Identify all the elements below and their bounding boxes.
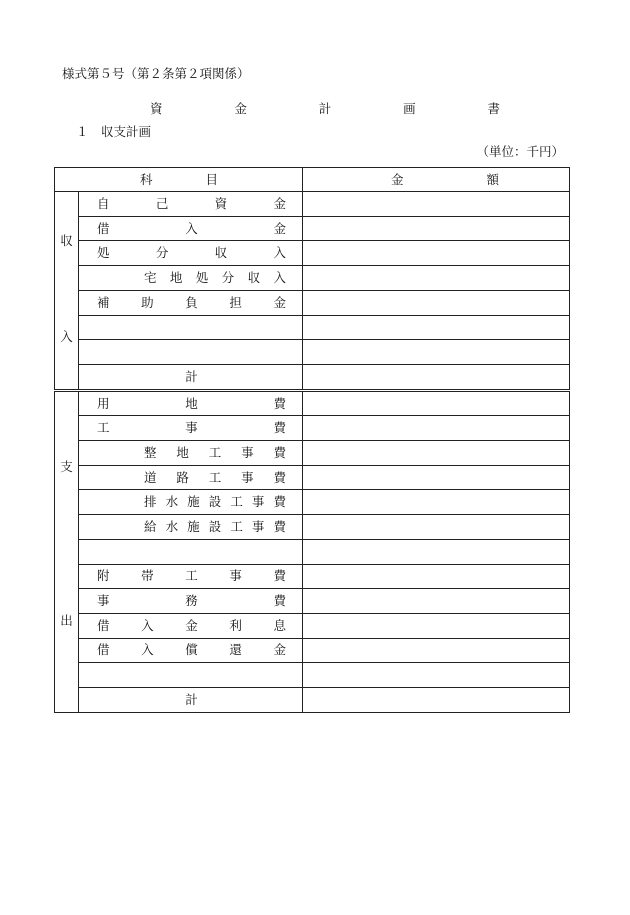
income-row	[55, 315, 570, 340]
income-item-char: 負	[185, 294, 198, 310]
income-amount-cell[interactable]	[303, 290, 570, 315]
income-item	[79, 315, 303, 340]
income-item-char: 資	[214, 195, 228, 211]
expense-item-char: 施	[187, 494, 200, 510]
income-item-char: 補	[97, 294, 110, 310]
expense-amount-cell[interactable]	[303, 515, 570, 540]
expense-item-char: 事	[229, 568, 242, 584]
expense-side-label	[55, 390, 79, 712]
income-item-char: 己	[155, 195, 169, 211]
expense-item-char: 給	[144, 518, 157, 534]
expense-side-char: 支	[60, 458, 73, 474]
expense-item-char: 償	[185, 642, 198, 658]
expense-amount-cell[interactable]	[303, 441, 570, 466]
expense-row	[55, 390, 570, 416]
subject-header-char: 科	[140, 171, 153, 187]
expense-item-char: 事	[241, 469, 254, 485]
income-item-char: 入	[273, 270, 286, 286]
expense-item	[79, 390, 303, 416]
expense-amount-cell[interactable]	[303, 638, 570, 663]
expense-amount-cell[interactable]	[303, 390, 570, 416]
expense-item	[79, 589, 303, 614]
income-row	[55, 340, 570, 365]
income-item	[79, 241, 303, 266]
expense-item-char: 事	[241, 444, 254, 460]
title-char: 金	[234, 101, 247, 116]
expense-row	[55, 589, 570, 614]
income-item-char: 地	[169, 270, 183, 286]
expense-amount-cell[interactable]	[303, 416, 570, 441]
expense-item-char: 工	[97, 420, 110, 436]
table-header-row	[55, 168, 570, 192]
income-row	[55, 266, 570, 291]
expense-item-char: 事	[97, 593, 110, 608]
income-item	[79, 216, 303, 241]
income-item: 計	[79, 365, 303, 391]
income-row	[55, 216, 570, 241]
expense-item-char: 金	[185, 617, 198, 633]
expense-item-char: 費	[273, 395, 286, 411]
expense-amount-cell[interactable]	[303, 589, 570, 614]
amount-header-char: 金	[391, 171, 404, 187]
income-amount-cell[interactable]	[303, 266, 570, 291]
income-item-char: 自	[97, 195, 110, 211]
expense-item	[79, 663, 303, 688]
income-item-char: 分	[221, 270, 235, 286]
income-item-char: 分	[155, 245, 169, 261]
expense-item-char: 地	[176, 444, 189, 460]
form-number: 様式第５号（第２条第２項関係）	[62, 66, 250, 81]
expense-amount-cell[interactable]	[303, 663, 570, 688]
expense-item-char: 水	[165, 494, 179, 510]
expense-item	[79, 416, 303, 441]
expense-item	[79, 613, 303, 638]
expense-row	[55, 465, 570, 490]
expense-item-char: 還	[229, 642, 242, 658]
expense-item-char: 費	[273, 518, 286, 534]
expense-item-char: 費	[273, 494, 286, 510]
income-item	[79, 266, 303, 291]
income-item-char: 担	[229, 294, 242, 310]
income-item	[79, 290, 303, 315]
expense-item-char: 道	[144, 469, 157, 485]
income-side-char: 収	[60, 233, 73, 248]
income-row	[55, 290, 570, 315]
income-row	[55, 241, 570, 266]
expense-item-char: 費	[273, 420, 286, 436]
income-amount-cell[interactable]	[303, 192, 570, 217]
income-row	[55, 192, 570, 217]
expense-item-char: 息	[273, 617, 286, 633]
expense-item-char: 排	[144, 494, 157, 510]
expense-amount-cell[interactable]	[303, 613, 570, 638]
income-item-char: 借	[97, 220, 110, 236]
expense-row	[55, 539, 570, 564]
expense-item-char: 費	[273, 444, 286, 460]
income-amount-cell[interactable]	[303, 241, 570, 266]
expense-item-char: 地	[185, 395, 198, 411]
expense-item-char: 費	[273, 469, 286, 485]
expense-item-char: 工	[208, 469, 222, 485]
income-item-char: 収	[247, 270, 261, 286]
expense-item-char: 工	[230, 518, 243, 534]
expense-item-char: 事	[251, 518, 265, 534]
expense-item-char: 借	[97, 617, 110, 633]
expense-row	[55, 564, 570, 589]
section-title: １ 収支計画	[76, 124, 152, 139]
expense-item-char: 設	[208, 494, 222, 510]
expense-item-char: 費	[273, 593, 286, 608]
expense-item-char: 務	[185, 593, 198, 608]
income-side-label	[55, 192, 79, 391]
income-item	[79, 340, 303, 365]
expense-item-char: 事	[251, 494, 265, 510]
expense-row	[55, 515, 570, 540]
title-char: 資	[150, 101, 163, 116]
income-amount-cell[interactable]	[303, 315, 570, 340]
expense-item-char: 費	[273, 568, 286, 584]
title-char: 書	[487, 101, 500, 116]
expense-item-char: 施	[187, 518, 200, 534]
expense-item: 計	[79, 687, 303, 712]
expense-item-char: 借	[97, 642, 110, 658]
expense-row	[55, 663, 570, 688]
expense-row	[55, 441, 570, 466]
expense-item-char: 工	[185, 568, 198, 584]
expense-item	[79, 539, 303, 564]
income-item	[79, 192, 303, 217]
expense-item-char: 附	[97, 568, 110, 584]
expense-item-char: 工	[208, 444, 222, 460]
expense-item-char: 用	[97, 395, 110, 411]
income-item-char: 入	[185, 220, 198, 236]
expense-item-char: 利	[229, 617, 242, 633]
income-row	[55, 365, 570, 391]
expense-item	[79, 465, 303, 490]
expense-row	[55, 490, 570, 515]
subject-header-char: 目	[205, 171, 218, 187]
subject-header	[55, 168, 303, 192]
expense-item-char: 水	[165, 518, 179, 534]
income-item-char: 金	[273, 294, 286, 310]
expense-item-char: 入	[141, 642, 154, 658]
expense-row	[55, 687, 570, 712]
expense-item	[79, 564, 303, 589]
expense-item-char: 金	[273, 642, 286, 658]
unit-label: （単位：千円）	[476, 144, 564, 159]
expense-item-char: 整	[144, 444, 157, 460]
title-char: 画	[403, 101, 416, 116]
income-item-char: 金	[273, 195, 286, 211]
expense-row	[55, 613, 570, 638]
income-item-char: 助	[141, 294, 154, 310]
expense-item-char: 帯	[141, 568, 154, 584]
expense-amount-cell[interactable]	[303, 465, 570, 490]
income-item-char: 金	[273, 220, 286, 236]
income-item-char: 入	[273, 245, 286, 261]
expense-item-char: 設	[208, 518, 222, 534]
cash-plan-table	[54, 167, 570, 713]
income-item-char: 宅	[144, 270, 157, 286]
expense-item	[79, 490, 303, 515]
expense-item-char: 入	[141, 617, 154, 633]
expense-amount-cell[interactable]	[303, 539, 570, 564]
amount-header-char: 額	[486, 171, 499, 187]
document-title	[150, 102, 500, 116]
expense-item	[79, 441, 303, 466]
expense-item	[79, 638, 303, 663]
expense-item-char: 路	[176, 469, 189, 485]
income-amount-cell[interactable]	[303, 340, 570, 365]
income-amount-cell[interactable]	[303, 216, 570, 241]
income-item-char: 収	[214, 245, 228, 261]
income-amount-cell[interactable]	[303, 365, 570, 391]
amount-header	[303, 168, 570, 192]
expense-item	[79, 515, 303, 540]
income-item-char: 処	[195, 270, 209, 286]
expense-row	[55, 638, 570, 663]
income-item-char: 処	[97, 245, 110, 261]
expense-item-char: 工	[230, 494, 243, 510]
expense-row	[55, 416, 570, 441]
income-side-char: 入	[60, 329, 73, 344]
expense-amount-cell[interactable]	[303, 564, 570, 589]
expense-amount-cell[interactable]	[303, 490, 570, 515]
expense-side-char: 出	[60, 612, 73, 628]
expense-item-char: 事	[185, 420, 198, 436]
title-char: 計	[318, 101, 332, 116]
expense-amount-cell[interactable]	[303, 687, 570, 712]
